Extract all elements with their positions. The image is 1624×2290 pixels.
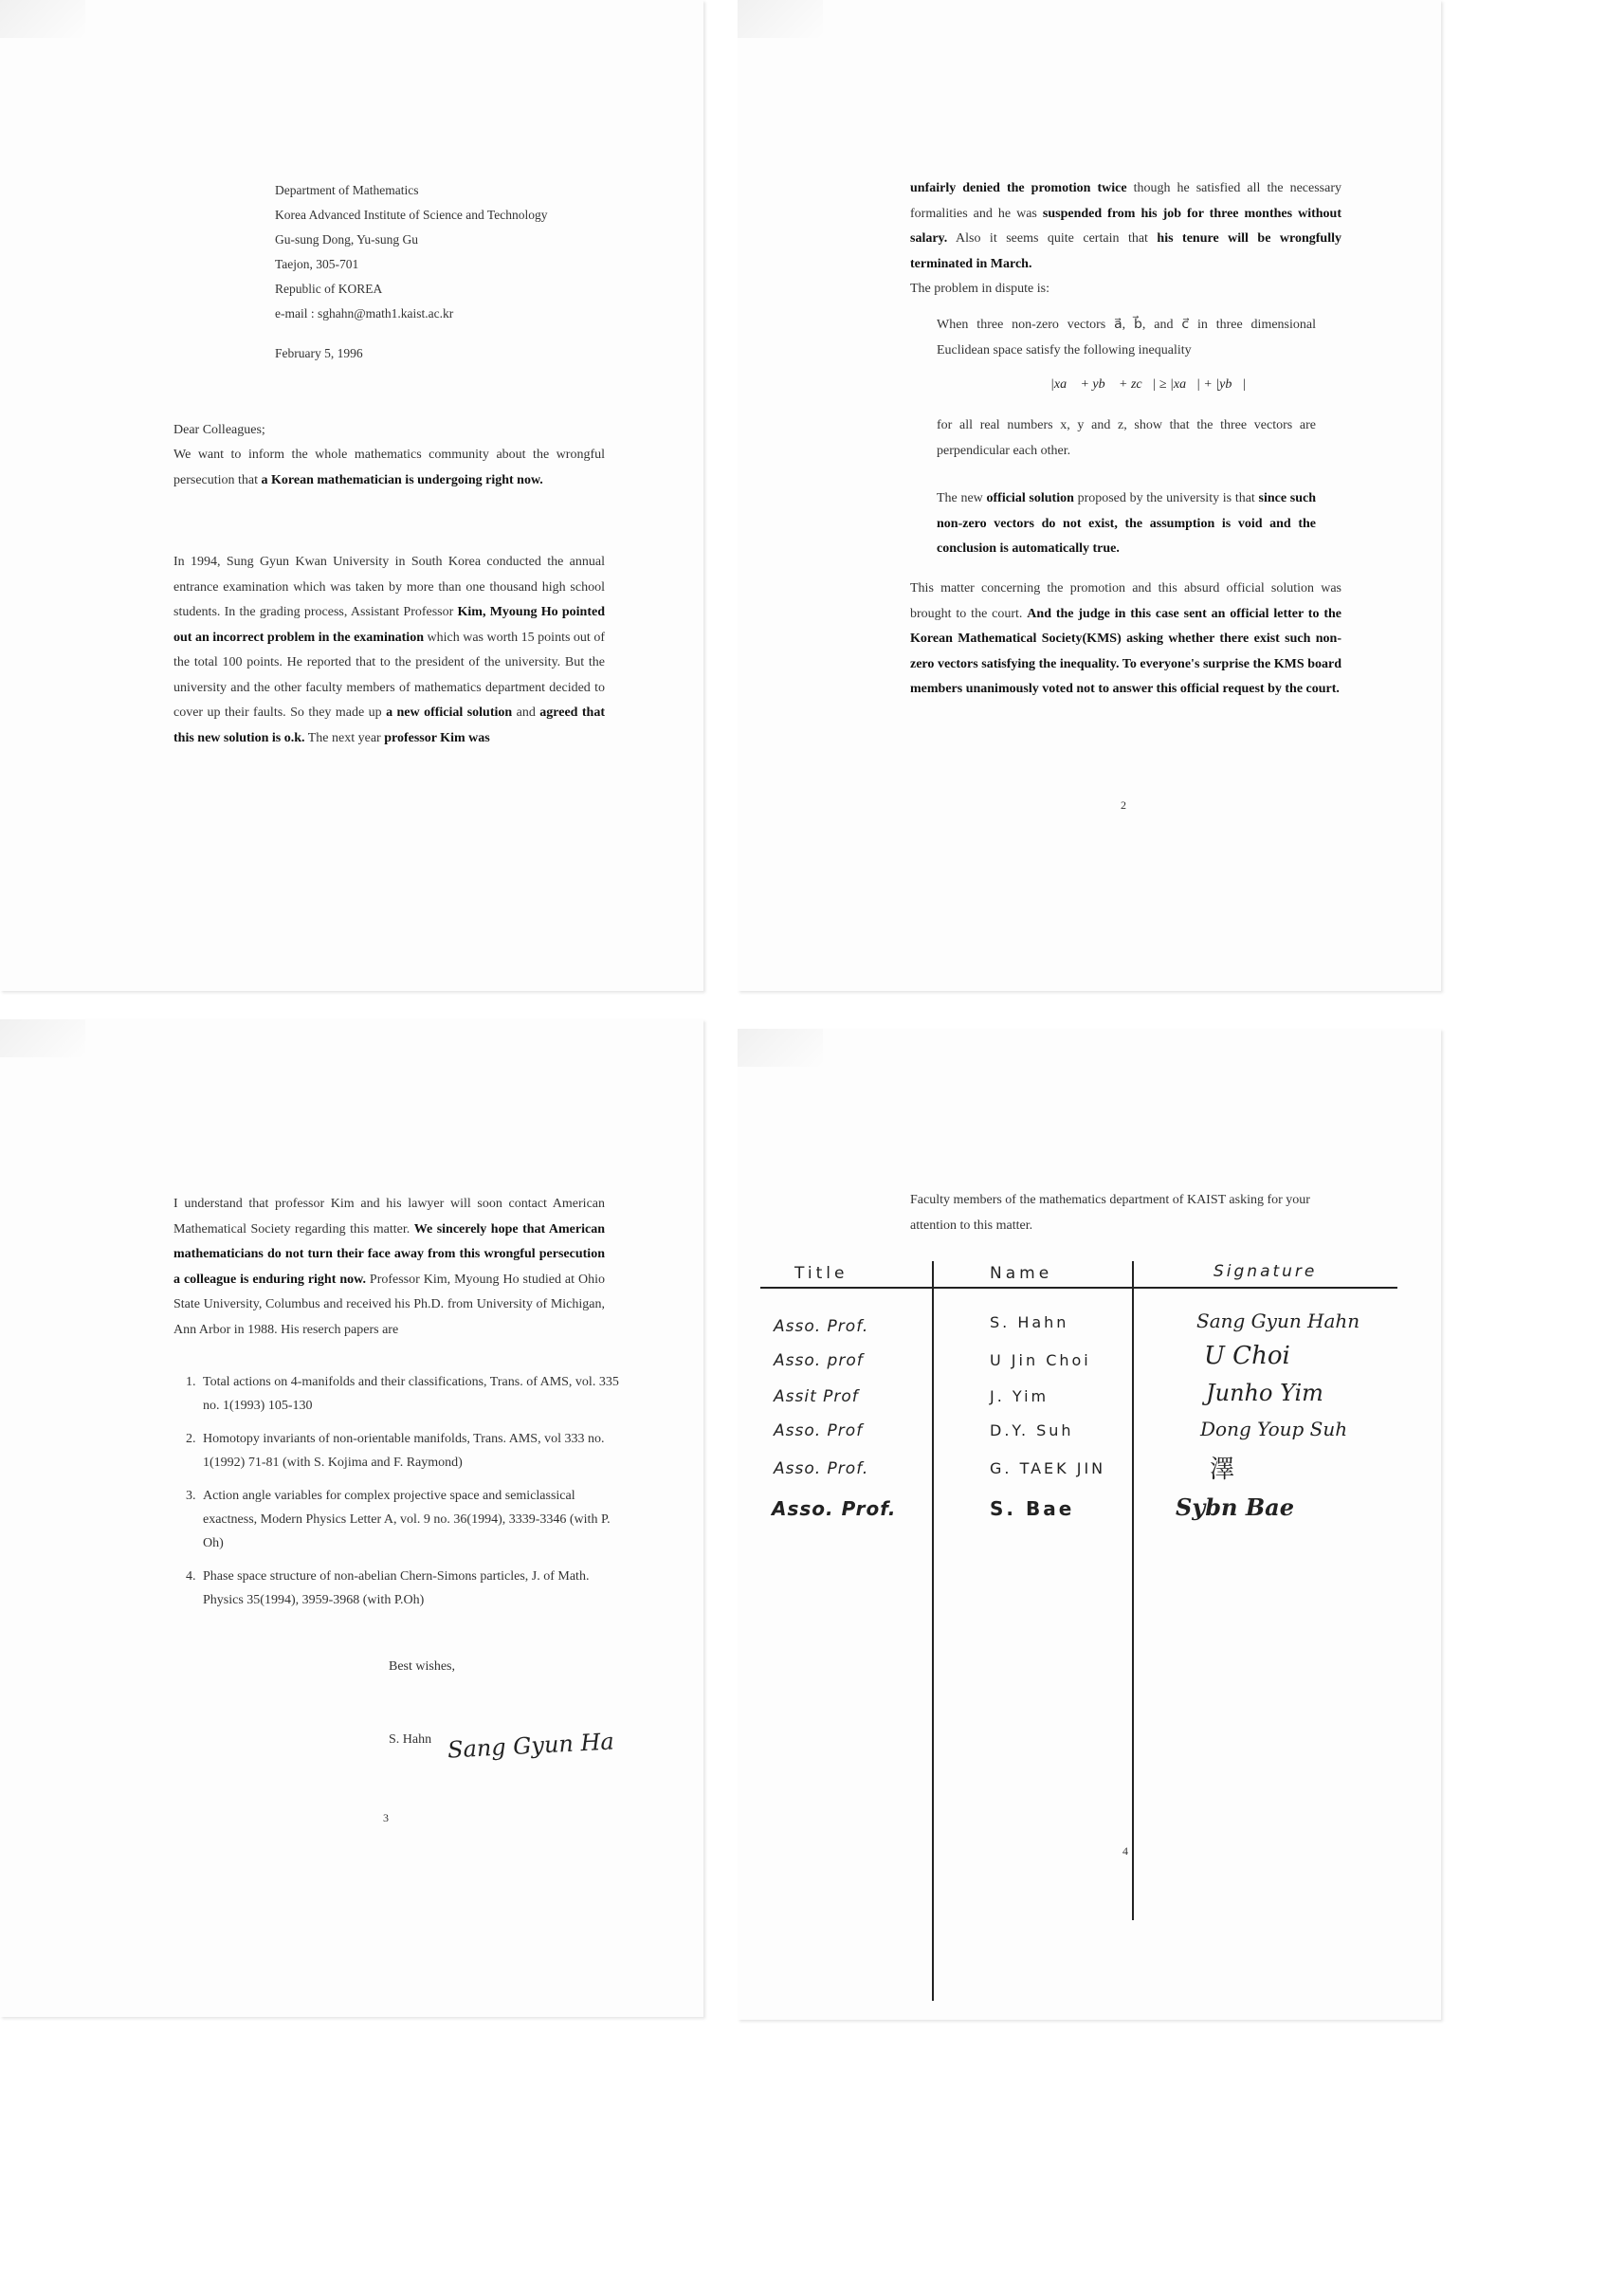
row-title: Asso. Prof. [774,1317,869,1336]
paper-item: 4. Phase space structure of non-abelian Chern-Simons particles, J. of Math. Physics 35(1994), 3959-3968 (with P.Oh) [199,1565,621,1612]
address-line: Republic of KOREA [275,282,383,296]
faculty-intro: Faculty members of the mathematics department of KAIST asking for your attention to this matter. [910,1193,1310,1233]
closing: Best wishes, [389,1659,455,1674]
row-name: S. Hahn [990,1313,1069,1331]
page-shadow [738,0,823,38]
row-name: U Jin Choi [990,1351,1091,1369]
row-title: Assit Prof [774,1387,859,1406]
page-shadow [0,0,85,38]
address-line: Taejon, 305-701 [275,257,359,271]
address-line: Gu-sung Dong, Yu-sung Gu [275,232,418,247]
page-number: 4 [1122,1844,1128,1858]
problem-conclusion: for all real numbers x, y and z, show that the three vectors are perpendicular each other. [937,418,1316,458]
continuation-paragraph: unfairly denied the promotion twice though he satisfied all the necessary formalities and he was suspended from his job for three monthes without salary. Also it seems quite certain that his tenure will be wrongfully terminated in March. [910,181,1341,271]
problem-statement: When three non-zero vectors a⃗, b⃗, and c⃗ in three dimensional Euclidean space satisfy the following inequality [937,318,1316,357]
salutation: Dear Colleagues; [173,423,265,437]
row-title: Asso. prof [774,1351,864,1370]
intro-paragraph: We want to inform the whole mathematics community about the wrongful persecution that a Korean mathematician is undergoing right now. [173,448,605,487]
papers-list [171,1370,621,1621]
row-signature: U Choi [1204,1342,1290,1370]
paper-item: 3. Action angle variables for complex projective space and semiclassical exactness, Modern Physics Letter A, vol. 9 no. 36(1994), 3339-3346 (with P. Oh) [199,1484,621,1555]
signer-name: S. Hahn [389,1732,432,1747]
page-shadow [738,1029,823,1067]
header-name: Name [990,1264,1053,1283]
address-line: Korea Advanced Institute of Science and Technology [275,208,548,222]
page-number: 3 [383,1811,389,1824]
page-1 [0,0,703,991]
official-solution: The new official solution proposed by the university is that since such non-zero vectors do not exist, the assumption is void and the conclusion is automatically true. [937,491,1316,556]
row-name: J. Yim [990,1387,1049,1405]
row-signature: Sybn Bae [1176,1493,1294,1521]
request-paragraph: I understand that professor Kim and his lawyer will soon contact American Mathematical Society regarding this matter. We sincerely hope that American mathematicians do not turn their face away from this wrongful persecution a colleague is enduring right now. Professor Kim, Myoung Ho studied at Ohio State University, Columbus and received his Ph.D. from University of Michigan, Ann Arbor in 1988. His reserch papers are [173,1197,605,1337]
dispute-heading: The problem in dispute is: [910,282,1049,296]
header-signature: Signature [1213,1262,1318,1281]
row-signature: Dong Youp Suh [1200,1418,1348,1440]
row-name: G. TAEK JIN [990,1459,1106,1477]
column-divider [1132,1261,1134,1920]
letter-date: February 5, 1996 [275,346,363,360]
paper-item: 1. Total actions on 4-manifolds and their classifications, Trans. of AMS, vol. 335 no. 1(1993) 105-130 [199,1370,621,1418]
row-signature: Junho Yim [1206,1380,1323,1406]
page-number: 2 [1121,798,1126,812]
page-4 [738,1029,1441,2020]
inequality: |xa⃗ + yb⃗ + zc⃗| ≥ |xa⃗| + |yb⃗| [1050,377,1247,392]
row-title: Asso. Prof [774,1421,864,1440]
page-2 [738,0,1441,991]
address-line: Department of Mathematics [275,183,419,197]
handwritten-signature: Sang Gyun Ha [447,1728,615,1764]
page-shadow [0,1019,85,1057]
sender-address [275,178,547,326]
address-line: e-mail : sghahn@math1.kaist.ac.kr [275,306,454,321]
background-paragraph: In 1994, Sung Gyun Kwan University in South Korea conducted the annual entrance examination which was taken by more than one thousand high school students. In the grading process, Assistant Professor Kim, Myoung Ho pointed out an incorrect problem in the examination which was worth 15 points out of the total 100 points. He reported that to the president of the university. But the university and the other faculty members of mathematics department decided to cover up their faults. So they made up a new official solution and agreed that this new solution is o.k. The next year professor Kim was [173,555,606,745]
row-title: Asso. Prof. [772,1497,897,1520]
row-name: S. Bae [990,1497,1075,1520]
row-signature: 澤 [1210,1456,1235,1484]
paper-item: 2. Homotopy invariants of non-orientable manifolds, Trans. AMS, vol 333 no. 1(1992) 71-81 (with S. Kojima and F. Raymond) [199,1427,621,1475]
row-title: Asso. Prof. [774,1459,869,1478]
header-title: Title [794,1264,848,1283]
court-paragraph: This matter concerning the promotion and this absurd official solution was brought to the court. And the judge in this case sent an official letter to the Korean Mathematical Society(KMS) asking whether there exist such non-zero vectors satisfying the inequality. To everyone's surprise the KMS board members unanimously voted not to answer this official request by the court. [910,581,1342,696]
row-name: D.Y. Suh [990,1421,1074,1439]
column-divider [932,1261,934,2001]
table-header-rule [760,1287,1397,1289]
page-3 [0,1019,703,2017]
row-signature: Sang Gyun Hahn [1196,1310,1360,1332]
